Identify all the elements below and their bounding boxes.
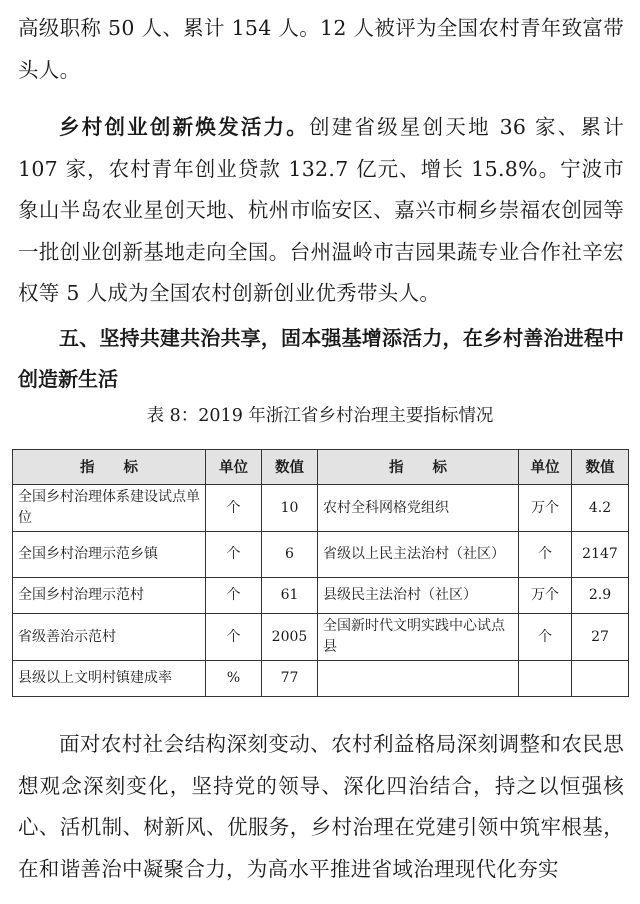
paragraph-talent-stats: 高级职称 50 人、累计 154 人。12 人被评为全国农村青年致富带头人。 (18, 16, 624, 82)
table-cell: 4.2 (572, 485, 629, 532)
table-cell: 个 (206, 614, 262, 661)
table-cell: 2147 (572, 532, 629, 578)
paragraph-rural-governance: 面对农村社会结构深刻变动、农村利益格局深刻调整和农民思想观念深刻变化，坚持党的领导、深化四治结合，持之以恒强核心、活机制、树新风、优服务，乡村治理在党建引领中筑牢根基，在和谐善治中凝聚合力，为高水平推进省域治理现代化夯实 (18, 732, 624, 881)
paragraph-body-text: 创建省级星创天地 36 家、累计 107 家，农村青年创业贷款 132.7 亿元、增长 15.8%。宁波市象山半岛农业星创天地、杭州市临安区、嘉兴市桐乡崇福农创园等一批创业创新基地走向全国。台州温岭市吉园果蔬专业合作社辛宏权等 5 人成为全国农村创新创业优秀带头人。 (18, 115, 624, 305)
table-cell: 77 (262, 661, 318, 697)
table-cell: 2.9 (572, 578, 629, 614)
table-cell: 省级以上民主法治村（社区） (318, 532, 519, 578)
table-cell: 万个 (519, 485, 572, 532)
table-cell: % (206, 661, 262, 697)
table-cell: 61 (262, 578, 318, 614)
table-cell: 10 (262, 485, 318, 532)
column-header-indicator: 指 标 (13, 450, 206, 485)
table-row (13, 532, 629, 578)
column-header-value: 数值 (572, 450, 629, 485)
table-cell (318, 661, 519, 697)
column-header-unit: 单位 (519, 450, 572, 485)
table-row (13, 485, 629, 532)
column-header-value: 数值 (262, 450, 318, 485)
indicator-table (12, 449, 629, 697)
table-cell: 全国乡村治理示范乡镇 (13, 532, 206, 578)
section-heading: 五、坚持共建共治共享，固本强基增添活力，在乡村善治进程中创造新生活 (18, 326, 624, 391)
table-cell: 个 (206, 532, 262, 578)
table-cell: 省级善治示范村 (13, 614, 206, 661)
table-cell: 2005 (262, 614, 318, 661)
table-cell: 个 (206, 485, 262, 532)
table-cell: 全国新时代文明实践中心试点县 (318, 614, 519, 661)
table-row (13, 578, 629, 614)
table-cell: 县级以上文明村镇建成率 (13, 661, 206, 697)
paragraph-entrepreneurship (18, 107, 624, 315)
table-cell: 6 (262, 532, 318, 578)
table-cell: 个 (519, 532, 572, 578)
table-caption: 表 8：2019 年浙江省乡村治理主要指标情况 (146, 406, 494, 426)
table-cell: 全国乡村治理示范村 (13, 578, 206, 614)
table-row (13, 614, 629, 661)
paragraph-lead-heading: 乡村创业创新焕发活力。 (59, 115, 310, 139)
table-cell (519, 661, 572, 697)
table-header-row (13, 450, 629, 485)
table-cell (572, 661, 629, 697)
column-header-unit: 单位 (206, 450, 262, 485)
table-cell: 万个 (519, 578, 572, 614)
table-cell: 农村全科网格党组织 (318, 485, 519, 532)
table-cell: 个 (206, 578, 262, 614)
column-header-indicator: 指 标 (318, 450, 519, 485)
table-cell: 县级民主法治村（社区） (318, 578, 519, 614)
table-row (13, 661, 629, 697)
table-cell: 27 (572, 614, 629, 661)
table-cell: 个 (519, 614, 572, 661)
table-cell: 全国乡村治理体系建设试点单位 (13, 485, 206, 532)
